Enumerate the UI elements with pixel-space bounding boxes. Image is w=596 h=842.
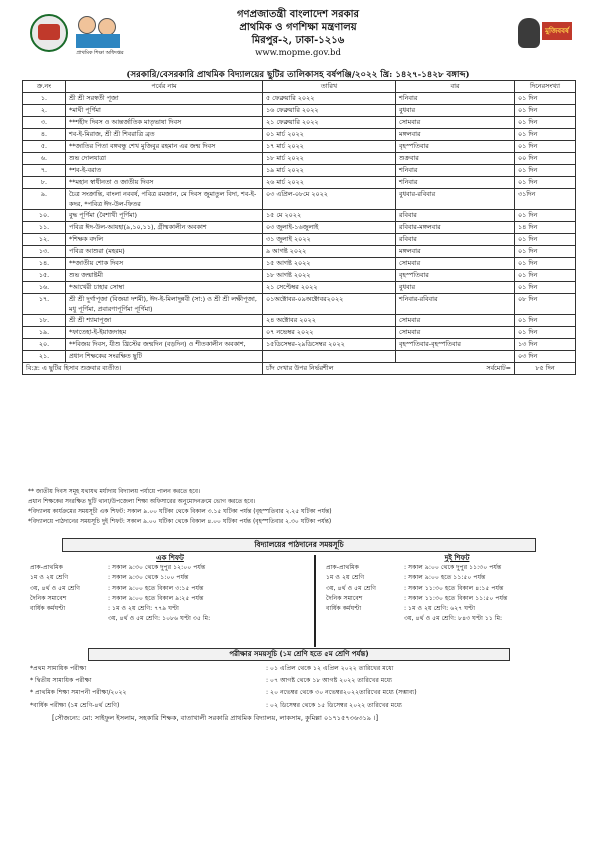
table-row <box>23 189 576 210</box>
footer-credit: [সৌজন্যে: মো: সাইফুল ইসলাম, সহকারি শিক্ষক, বাতাখালী সরকারি প্রাথমিক বিদ্যালয়, লাকসাম, কুমিল্লা ০১৭১৫৭৩৬৩১৯ ।] <box>52 714 379 722</box>
row-count: ০১ দিন <box>515 258 576 270</box>
row-day: বৃহস্পতিবার <box>396 270 515 282</box>
row-name: *শিক্ষক বদলি <box>66 234 263 246</box>
schedule-row <box>326 614 507 624</box>
schedule-row <box>326 604 507 614</box>
row-date: ১৫ডিসেম্বর-২৯ডিসেম্বর ২০২২ <box>263 339 396 351</box>
two-shift-section <box>326 553 588 624</box>
row-day: বৃহস্পতিবার-বৃহস্পতিবার <box>396 339 515 351</box>
col-day: বার <box>396 81 515 93</box>
row-name: **মহান স্বাধীনতা ও জাতীয় দিবস <box>66 177 263 189</box>
schedule-row <box>30 594 210 604</box>
schedule-row <box>30 604 210 614</box>
schedule-value: : সকাল ৯:৩০ থেকে ১:০০ পর্যন্ত <box>108 574 189 582</box>
row-name: বুদ্ধ পূর্ণিমা (বৈশাখী পূর্ণিমা) <box>66 210 263 222</box>
table-row <box>23 222 576 234</box>
table-row <box>23 258 576 270</box>
table-row <box>23 105 576 117</box>
schedule-label: দৈনিক সমাবেশ <box>326 594 363 602</box>
row-count: ০১ দিন <box>515 129 576 141</box>
row-day: রবিবার-মঙ্গলবার <box>396 222 515 234</box>
table-row <box>23 339 576 351</box>
row-day <box>396 351 515 363</box>
row-day: মঙ্গলবার <box>396 246 515 258</box>
row-serial: ২১. <box>23 351 66 363</box>
row-serial: ৭. <box>23 165 66 177</box>
schedule-label: ৩য়, ৪র্থ ও ৫ম শ্রেণি <box>326 584 377 592</box>
table-row <box>23 210 576 222</box>
row-name: শুভ জন্মাষ্টমী <box>66 270 263 282</box>
note-line: *বিদ্যালয় কার্যক্রমের সময়সূচী এক শিফট: সকাল ৯.০০ ঘটিকা থেকে বিকাল ৩.১৫ ঘটিকা পর্যন্ত (বৃহস্পতিবার ২.২৫ ঘটিকা পর্যন্ত) <box>28 508 332 515</box>
schedule-row <box>326 573 507 583</box>
logo-caption: প্রাথমিক শিক্ষা অধিদপ্তর <box>76 50 124 56</box>
row-count: ০১ দিন <box>515 210 576 222</box>
schedule-value: : সকাল ১১:৩০ হতে বিকাল ৪:১৫ পর্যন্ত <box>404 584 504 592</box>
row-date: ২৪ অক্টোবর ২০২২ <box>263 315 396 327</box>
table-row <box>23 327 576 339</box>
row-date: ২১ ফেব্রুয়ারি ২০২২ <box>263 117 396 129</box>
row-date <box>263 351 396 363</box>
row-date: ২১ সেপ্টেম্বর ২০২২ <box>263 282 396 294</box>
exam-row <box>30 664 421 674</box>
row-date: ১৯ মার্চ ২০২২ <box>263 165 396 177</box>
row-name: **শহীদ দিবস ও আন্তর্জাতিক মাতৃভাষা দিবস <box>66 117 263 129</box>
row-day: শনিবার <box>396 177 515 189</box>
row-date: ৯ আগষ্ট ২০২২ <box>263 246 396 258</box>
table-row <box>23 129 576 141</box>
row-name: শ্রী শ্রী সরস্বতী পূজা <box>66 93 263 105</box>
row-count: ১৩ দিন <box>515 339 576 351</box>
row-name: শুভ দোলযাত্রা <box>66 153 263 165</box>
schedule-label: দৈনিক সমাবেশ <box>30 594 67 602</box>
row-serial: ১৭. <box>23 294 66 315</box>
table-row <box>23 315 576 327</box>
row-date: ১৬ ফেব্রুয়ারি ২০২২ <box>263 105 396 117</box>
row-name: *শব-ই-বরাত <box>66 165 263 177</box>
notes <box>28 487 588 527</box>
row-name: **জাতীয় শোক দিবস <box>66 258 263 270</box>
table-row <box>23 153 576 165</box>
row-serial: ৪. <box>23 129 66 141</box>
row-date: ০১অক্টোবর-০৯অক্টোবর২০২২ <box>263 294 396 315</box>
row-name: শ্রী শ্রী শ্যামাপূজা <box>66 315 263 327</box>
total-value: ৮৫ দিন <box>515 363 576 375</box>
one-shift-title: এক শিফট <box>156 554 184 562</box>
row-name: শব-ই-মিরাজ, শ্রী শ্রী শিবরাত্রি ব্রত <box>66 129 263 141</box>
footer-moon <box>263 363 515 375</box>
two-shift-title: দুই শিফট <box>444 554 470 562</box>
table-row <box>23 246 576 258</box>
exam-row <box>30 688 421 698</box>
schedule-label: ১ম ও ২য় শ্রেণি <box>30 574 69 582</box>
schedule-value: : সকাল ৯:০০ থেকে দুপুর ১১:৩০ পর্যন্ত <box>404 564 502 572</box>
schedule-row <box>30 563 210 573</box>
schedule-label: ৩য়, ৪র্থ ও ৫ম শ্রেণি <box>30 584 81 592</box>
row-count: ০১ দিন <box>515 141 576 153</box>
table-row <box>23 282 576 294</box>
exam-dates: : ০১ এপ্রিল থেকে ১২ এপ্রিল ২০২২ তারিখের মধ্যে <box>266 665 394 672</box>
row-count: ০১ দিন <box>515 117 576 129</box>
exam-dates: : ০৭ আগষ্ট থেকে ১৮ আগষ্ট ২০২২ তারিখের মধ্যে <box>266 677 393 685</box>
row-count: ০১ দিন <box>515 270 576 282</box>
holiday-table <box>22 80 576 375</box>
row-serial: ১৮. <box>23 315 66 327</box>
row-date: ১৮ আগষ্ট ২০২২ <box>263 270 396 282</box>
table-footer-row <box>23 363 576 375</box>
row-day: শনিবার <box>396 93 515 105</box>
row-name: প্রধান শিক্ষকের সংরক্ষিত ছুটি <box>66 351 263 363</box>
row-day: মঙ্গলবার <box>396 129 515 141</box>
row-name: *মাঘী পূর্ণিমা <box>66 105 263 117</box>
schedule-label: বার্ষিক কর্মঘণ্টা <box>326 605 362 613</box>
website-link[interactable]: www.mopme.gov.bd <box>255 48 341 58</box>
table-row <box>23 234 576 246</box>
row-serial: ১৩. <box>23 246 66 258</box>
row-serial: ১২. <box>23 234 66 246</box>
row-count: ০১ দিন <box>515 234 576 246</box>
table-row <box>23 141 576 153</box>
row-count: ০১ দিন <box>515 282 576 294</box>
exam-name: * প্রাথমিক শিক্ষা সমাপনী পরীক্ষা/২০২২ <box>30 689 127 697</box>
shift-divider <box>314 555 316 647</box>
row-date: ০৩ এপ্রিল-০৮মে ২০২২ <box>263 189 396 210</box>
row-serial: ১৪. <box>23 258 66 270</box>
row-count: ০১ দিন <box>515 327 576 339</box>
row-serial: ১৫. <box>23 270 66 282</box>
row-serial: ১. <box>23 93 66 105</box>
row-date: ৩১ জুলাই ২০২২ <box>263 234 396 246</box>
schedule-row <box>30 573 210 583</box>
row-day: রবিবার <box>396 210 515 222</box>
row-date: ১৮ মার্চ ২০২২ <box>263 153 396 165</box>
row-serial: ৩. <box>23 117 66 129</box>
row-day: শনিবার-রবিবার <box>396 294 515 315</box>
row-count: ১৪ দিন <box>515 222 576 234</box>
table-row <box>23 351 576 363</box>
table-header-row <box>23 81 576 93</box>
exam-dates: : ২০ নভেম্বর থেকে ৩০ নভেম্বর২০২২তারিখের মধ্যে (সম্ভাব্য) <box>266 689 417 697</box>
row-name: **জাতির পিতা বঙ্গবন্ধু শেখ মুজিবুর রহমান এর জন্ম দিবস <box>66 141 263 153</box>
row-day: বুধবার-রবিবার <box>396 189 515 210</box>
row-serial: ১৯. <box>23 327 66 339</box>
row-count: ০১ দিন <box>515 246 576 258</box>
page-header <box>0 8 596 60</box>
row-count: ০১ দিন <box>515 177 576 189</box>
row-serial: ৮. <box>23 177 66 189</box>
schedule-row <box>326 563 507 573</box>
row-serial: ২০. <box>23 339 66 351</box>
schedule-value: : সকাল ৯:০০ হতে বিকাল ৯:২৫ পর্যন্ত <box>108 594 204 602</box>
schedule-value: ৩য়, ৪র্থ ও ৫ম শ্রেণি: ৮৪৩ ঘণ্টা ১১ মি: <box>404 615 503 623</box>
row-count: ০১ দিন <box>515 165 576 177</box>
moon-note: চাঁদ দেখার উপর নির্ভরশীল <box>266 364 334 372</box>
row-day: রবিবার <box>396 234 515 246</box>
total-label: সর্বমোট= <box>486 364 511 372</box>
schedule-value: : সকাল ৯:৩০ থেকে দুপুর ১২:০০ পর্যন্ত <box>108 564 206 572</box>
col-serial: ক্র.নং <box>23 81 66 93</box>
row-date: ০৭ নভেম্বর ২০২২ <box>263 327 396 339</box>
col-date: তারিখ <box>263 81 396 93</box>
table-row <box>23 165 576 177</box>
row-day: শনিবার <box>396 165 515 177</box>
row-date: ৫ ফেব্রুয়ারি ২০২২ <box>263 93 396 105</box>
row-day: সোমবার <box>396 327 515 339</box>
row-day: সোমবার <box>396 315 515 327</box>
exam-name: * দ্বিতীয় সামায়িক পরীক্ষা <box>30 677 92 685</box>
row-day: শুক্রবার <box>396 153 515 165</box>
schedule-title: বিদ্যালয়ের পাঠদানের সময়সূচি <box>62 538 536 552</box>
row-date: ২৬ মার্চ ২০২২ <box>263 177 396 189</box>
row-count: ৩১দিন <box>515 189 576 210</box>
schedule-value: : সকাল ৯:০০ হতে বিকাল ৩:১৫ পর্যন্ত <box>108 584 204 592</box>
table-row <box>23 270 576 282</box>
schedule-label: প্রাক-প্রাথমিক <box>30 564 63 572</box>
footer-note: বি:দ্র: এ ছুটির হিসাব শুক্রবার ব্যতীত। <box>23 363 263 375</box>
exam-dates: : ০২ ডিসেম্বর থেকে ১৫ ডিসেম্বর ২০২২ তারিখের মধ্যে <box>266 701 402 709</box>
one-shift-table <box>30 563 210 624</box>
row-day: বুধবার <box>396 282 515 294</box>
table-row <box>23 117 576 129</box>
row-date: ১৫ মে ২০২২ <box>263 210 396 222</box>
row-name: *আখেরী চাহার সোম্বা <box>66 282 263 294</box>
schedule-value: : ১ম ও ২য় শ্রেণি: ৭৭৯ ঘণ্টা <box>108 605 179 613</box>
schedule-row <box>30 584 210 594</box>
row-date: ১৫ আগষ্ট ২০২২ <box>263 258 396 270</box>
row-day: সোমবার <box>396 117 515 129</box>
row-count: ০১ দিন <box>515 315 576 327</box>
row-serial: ৬. <box>23 153 66 165</box>
schedule-value: : সকাল ৯:০০ হতে ১১:৫০ পর্যন্ত <box>404 574 486 582</box>
two-shift-table <box>326 563 507 624</box>
row-date: ১৭ মার্চ ২০২২ <box>263 141 396 153</box>
note-line: ** জাতীয় দিবস সমূহ যথাযথ মর্যাদায় বিদ্যালয় পর্যায়ে পালন করতে হবে। <box>28 488 201 495</box>
row-name: পবিত্র আশুরা (মহরম) <box>66 246 263 258</box>
row-date: ০৩ জুলাই-১৬জুলাই <box>263 222 396 234</box>
row-name: **বিজয় দিবস, যীশু খ্রিস্টের জন্মদিন (বড়দিন) ও শীতকালীন অবকাশ, <box>66 339 263 351</box>
exam-name: *বার্ষিক পরীক্ষা (১ম শ্রেণি-৪র্থ শ্রেণি) <box>30 701 120 709</box>
row-name: চৈত্র সংক্রান্তি, বাংলা নববর্ষ, পবিত্র রমজান, মে দিবস জুমাতুল বিদা, শব-ই-কদর, *পবিত্র ঈদ-উল-ফিতর <box>66 189 263 210</box>
schedule-value: : ১ম ও ২য় শ্রেণি: ৬২৭ ঘণ্টা <box>404 605 475 613</box>
note-line: প্রধান শিক্ষকের সংরক্ষিত ছুটি থানা/উপজেলা শিক্ষা অফিসারের অনুমোদনক্রমে ভোগ করতে হবে। <box>28 498 256 505</box>
header-line1: গণপ্রজাতন্ত্রী বাংলাদেশ সরকার <box>237 9 359 20</box>
exam-title: পরীক্ষার সময়সূচি (১ম শ্রেণি হতে ৫ম শ্রেণি পর্যন্ত) <box>88 648 510 661</box>
exam-schedule <box>28 662 423 713</box>
col-name: পর্বের নাম <box>66 81 263 93</box>
schedule-value: ৩য়, ৪র্থ ও ৫ম শ্রেণি: ১০৮৬ ঘণ্টা ৩৫ মি: <box>108 615 211 623</box>
schedule-row <box>326 584 507 594</box>
exam-row <box>30 701 421 711</box>
col-count: দিনেরসংখ্যা <box>515 81 576 93</box>
mujib-badge: মুজিববর্ষ <box>542 22 572 40</box>
one-shift-section <box>30 553 310 624</box>
row-count: ০৩ দিন <box>515 351 576 363</box>
header-line2: প্রাথমিক ও গণশিক্ষা মন্ত্রণালয় <box>239 22 357 33</box>
schedule-label: ১ম ও ২য় শ্রেণি <box>326 574 365 582</box>
row-count: ০১ দিন <box>515 105 576 117</box>
exam-name: *প্রথম সামায়িক পরীক্ষা <box>30 665 87 672</box>
schedule-value: : সকাল ১১:৩০ হতে বিকাল ১১:৫০ পর্যন্ত <box>404 594 508 602</box>
exam-row <box>30 676 421 686</box>
table-row <box>23 93 576 105</box>
row-serial: ১৬. <box>23 282 66 294</box>
schedule-label <box>30 614 108 624</box>
row-name: শ্রী শ্রী দুর্গাপূজা (বিজয়া দশমী), ঈদ-ই-মিলাদুন্নবী (সা:) ও শ্রী শ্রী লক্ষীপূজা, মধু পূর্ণিমা, প্রবারণাপূর্ণিমা পূর্ণিমা) <box>66 294 263 315</box>
row-name: *ফাতেহা-ই-ইয়াজদাহম <box>66 327 263 339</box>
page-subtitle: (সরকারি/বেসরকারি প্রাথমিক বিদ্যালয়ের ছুটির তালিকাসহ বর্ষপঞ্জি/২০২২ খ্রি: ১৪২৭-১৪২৮ বঙ্গাব্দ) <box>126 70 470 80</box>
row-count: ০১ দিন <box>515 93 576 105</box>
row-serial: ১১. <box>23 222 66 234</box>
row-date: ০১ মার্চ ২০২২ <box>263 129 396 141</box>
table-row <box>23 177 576 189</box>
row-serial: ৫. <box>23 141 66 153</box>
row-serial: ১০. <box>23 210 66 222</box>
schedule-label: বার্ষিক কর্মঘণ্টা <box>30 605 66 613</box>
row-day: বৃহস্পতিবার <box>396 141 515 153</box>
row-day: সোমবার <box>396 258 515 270</box>
schedule-label <box>326 614 404 624</box>
schedule-row <box>30 614 210 624</box>
schedule-label: প্রাক-প্রাথমিক <box>326 564 359 572</box>
row-serial: ২. <box>23 105 66 117</box>
row-name: পবিত্র ঈদ-উল-আযহা(৯,১০,১১), গ্রীষ্মকালীন অবকাশ <box>66 222 263 234</box>
row-day: বুধবার <box>396 105 515 117</box>
table-row <box>23 294 576 315</box>
row-serial: ৯. <box>23 189 66 210</box>
row-count: ০০ দিন <box>515 153 576 165</box>
schedule-row <box>326 594 507 604</box>
header-line3: মিরপুর-২, ঢাকা-১২১৬ <box>251 35 345 46</box>
row-count: ০৮ দিন <box>515 294 576 315</box>
note-line: *বিদ্যালয়ে পাঠদানের সময়সূচি দুই শিফট: সকাল ৯.০০ ঘটিকা থেকে বিকাল ৪.০০ ঘটিকা পর্যন্ত (বৃহস্পতিবার ২.৩০ ঘটিকা পর্যন্ত) <box>28 518 332 525</box>
